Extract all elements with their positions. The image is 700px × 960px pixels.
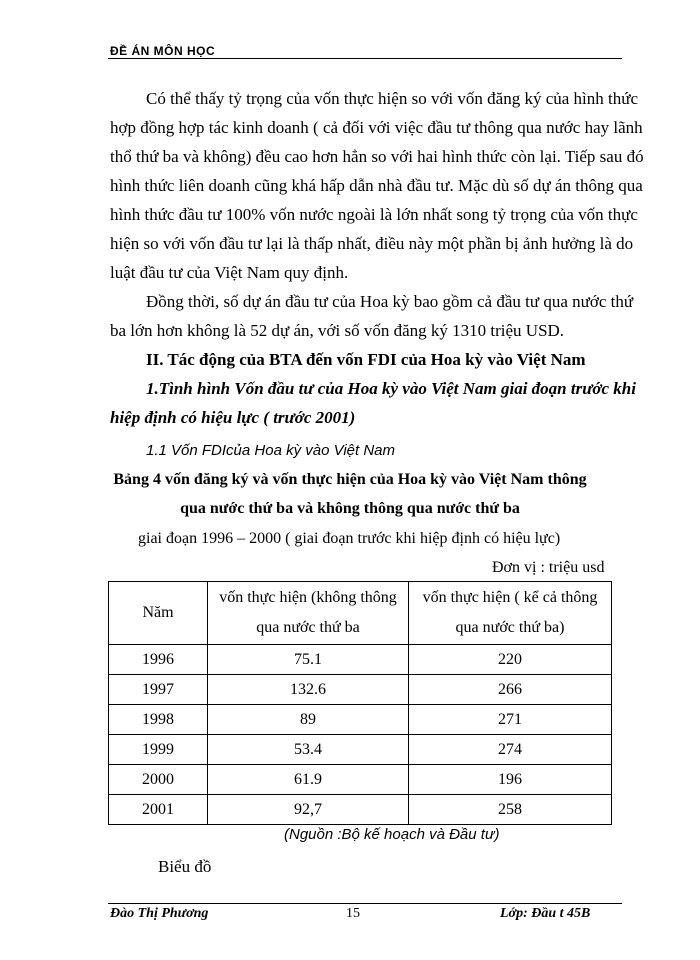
- table-source: (Nguồn :Bộ kế hoạch và Đầu tư): [284, 826, 500, 843]
- table-caption-line: qua nước thứ ba và không thông qua nước thứ ba: [180, 500, 520, 517]
- sub-heading-line: 1.Tình hình Vốn đầu tư của Hoa kỳ vào Việt Nam giai đoạn trước khi: [146, 379, 636, 398]
- cell-year: 1997: [109, 675, 208, 705]
- cell-without-third: 89: [208, 705, 409, 735]
- sub-heading: [110, 374, 636, 432]
- para2-line: Đồng thời, số dự án đầu tư của Hoa kỳ bao gồm cả đầu tư qua nước thứ: [146, 292, 634, 311]
- paragraph-1: [110, 84, 644, 287]
- table-row: [109, 705, 612, 735]
- table-row: [109, 765, 612, 795]
- cell-year: 1996: [109, 645, 208, 675]
- table-unit: Đơn vị : triệu usd: [492, 559, 605, 576]
- cell-year: 1998: [109, 705, 208, 735]
- cell-including-third: 274: [409, 735, 612, 765]
- para1-line: thổ thứ ba và không) đều cao hơn hẳn so với hai hình thức còn lại. Tiếp sau đó: [110, 147, 644, 166]
- table-row: [109, 735, 612, 765]
- header-text-line: vốn thực hiện (không thông: [219, 589, 397, 606]
- header-year: [109, 582, 208, 645]
- footer-author: Đào Thị Phương: [110, 906, 209, 921]
- cell-including-third: 271: [409, 705, 612, 735]
- document-header-title: ĐỀ ÁN MÔN HỌC: [110, 44, 216, 58]
- footer-page-number: 15: [346, 906, 360, 921]
- table-caption-line: Bảng 4 vốn đăng ký và vốn thực hiện của Hoa kỳ vào Việt Nam thông: [113, 471, 587, 488]
- cell-including-third: 266: [409, 675, 612, 705]
- cell-without-third: 92,7: [208, 795, 409, 825]
- data-table: [108, 581, 612, 825]
- cell-without-third: 132.6: [208, 675, 409, 705]
- footer-rule: [108, 903, 622, 904]
- para1-line: Có thể thấy tỷ trọng của vốn thực hiện so với vốn đăng ký của hình thức: [146, 89, 638, 108]
- para2-line: ba lớn hơn không là 52 dự án, với số vốn đăng ký 1310 triệu USD.: [110, 321, 565, 340]
- table-caption: [0, 465, 700, 523]
- table-header-row: [109, 582, 612, 645]
- para1-line: hiện so với vốn đầu tư lại là thấp nhất, điều này một phần bị ảnh hưởng là do: [110, 234, 634, 253]
- table-row: [109, 675, 612, 705]
- para1-line: hình thức đầu tư 100% vốn nước ngoài là lớn nhất song tỷ trọng của vốn thực: [110, 205, 638, 224]
- header-without-third-country: [208, 582, 409, 645]
- header-text-line: qua nước thứ ba): [455, 619, 565, 636]
- footer-class: Lớp: Đầu t 45B: [500, 906, 591, 921]
- cell-year: 2000: [109, 765, 208, 795]
- cell-year: 1999: [109, 735, 208, 765]
- paragraph-2: [110, 287, 634, 345]
- table-row: [109, 645, 612, 675]
- header-text-line: vốn thực hiện ( kể cả thông: [422, 589, 598, 606]
- table-period: giai đoạn 1996 – 2000 ( giai đoạn trước khi hiệp định có hiệu lực): [138, 530, 561, 547]
- header-rule: [108, 58, 622, 59]
- sub-heading-line: hiệp định có hiệu lực ( trước 2001): [110, 408, 356, 427]
- section-heading: II. Tác động của BTA đến vốn FDI của Hoa kỳ vào Việt Nam: [146, 350, 586, 369]
- header-including-third-country: [409, 582, 612, 645]
- para1-line: hình thức liên doanh cũng khá hấp dẫn nhà đầu tư. Mặc dù số dự án thông qua: [110, 176, 643, 195]
- cell-including-third: 196: [409, 765, 612, 795]
- para1-line: luật đầu tư của Việt Nam quy định.: [110, 263, 349, 282]
- cell-including-third: 220: [409, 645, 612, 675]
- cell-including-third: 258: [409, 795, 612, 825]
- chart-label: Biểu đồ: [158, 857, 212, 876]
- para1-line: hợp đồng hợp tác kinh doanh ( cả đối với việc đầu tư thông qua nước hay lãnh: [110, 118, 643, 137]
- cell-without-third: 61.9: [208, 765, 409, 795]
- cell-year: 2001: [109, 795, 208, 825]
- sub-sub-heading: 1.1 Vốn FDIcủa Hoa kỳ vào Việt Nam: [146, 442, 396, 459]
- header-text-line: qua nước thứ ba: [256, 619, 360, 636]
- cell-without-third: 75.1: [208, 645, 409, 675]
- cell-without-third: 53.4: [208, 735, 409, 765]
- header-year-text: Năm: [142, 604, 174, 621]
